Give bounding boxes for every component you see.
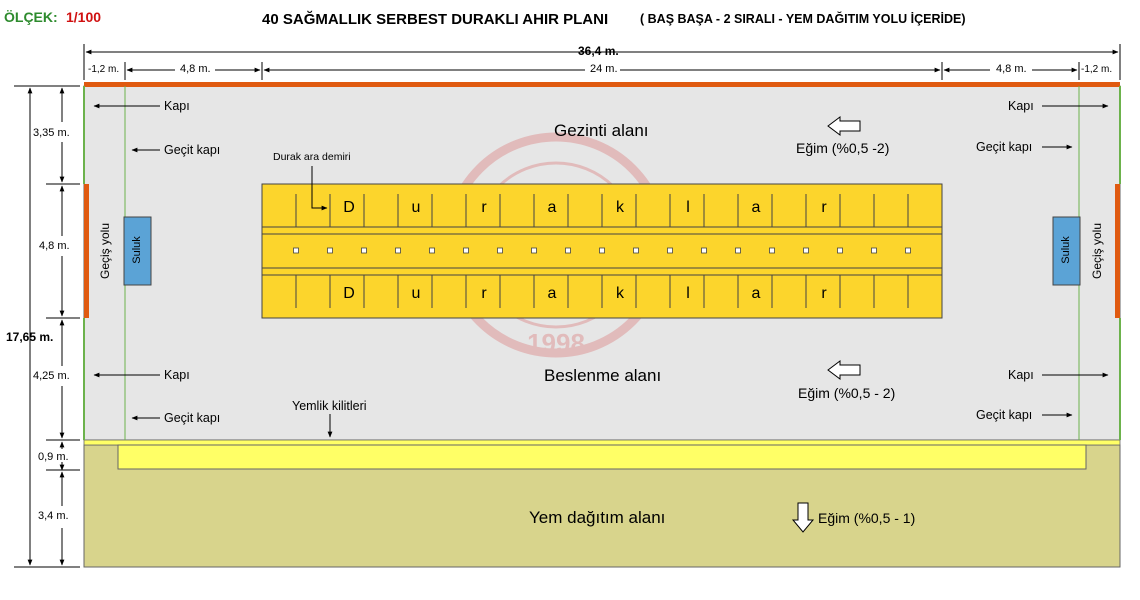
stall-letter: a bbox=[751, 285, 761, 302]
stall-letter: D bbox=[343, 199, 355, 216]
passage-door-label-top-right: Geçit kapı bbox=[976, 140, 1033, 154]
feed-distribution-slope-label: Eğim (%0,5 - 1) bbox=[818, 510, 916, 526]
stall-letter: a bbox=[751, 199, 761, 216]
stall-divider-post bbox=[362, 248, 367, 253]
left-passage-way-label: Geçiş yolu bbox=[98, 222, 112, 280]
stall-divider-post bbox=[702, 248, 707, 253]
top-wall bbox=[84, 82, 1120, 87]
dim-total-height: 17,65 m. bbox=[6, 330, 54, 344]
feed-barrier-top bbox=[84, 440, 1120, 445]
dim-right-small: -1,2 m. bbox=[1081, 64, 1113, 75]
stall-divider-post bbox=[770, 248, 775, 253]
stall-divider-post bbox=[396, 248, 401, 253]
dim-h3: 4,25 m. bbox=[33, 370, 70, 382]
plan-subtitle: ( BAŞ BAŞA - 2 SIRALI - YEM DAĞITIM YOLU İÇERİDE) bbox=[640, 12, 966, 26]
feed-trough bbox=[118, 445, 1086, 469]
stall-letter: r bbox=[481, 199, 487, 216]
dim-right: 4,8 m. bbox=[996, 63, 1027, 75]
stall-letter: r bbox=[481, 285, 487, 302]
dim-left-small: -1,2 m. bbox=[88, 64, 120, 75]
stall-divider-post bbox=[498, 248, 503, 253]
stall-divider-post bbox=[838, 248, 843, 253]
stall-letter: u bbox=[411, 285, 421, 302]
stall-letter: r bbox=[821, 285, 827, 302]
plan-title: 40 SAĞMALLIK SERBEST DURAKLI AHIR PLANI bbox=[262, 11, 609, 28]
dim-h5: 3,4 m. bbox=[38, 510, 69, 522]
right-waterer-label: Suluk bbox=[1060, 236, 1072, 264]
feed-locks-label: Yemlik kilitleri bbox=[292, 399, 367, 413]
dim-h4: 0,9 m. bbox=[38, 451, 69, 463]
walking-area-label: Gezinti alanı bbox=[554, 121, 649, 140]
stall-letter: l bbox=[686, 199, 690, 216]
right-passage-gate bbox=[1115, 184, 1120, 318]
stall-letter: u bbox=[411, 199, 421, 216]
stall-divider-label: Durak ara demiri bbox=[273, 151, 351, 163]
passage-door-label-bottom-right: Geçit kapı bbox=[976, 408, 1033, 422]
stall-divider-post bbox=[464, 248, 469, 253]
passage-door-label-bottom-left: Geçit kapı bbox=[164, 411, 221, 425]
stall-divider-post bbox=[566, 248, 571, 253]
door-label-bottom-right: Kapı bbox=[1008, 368, 1034, 382]
scale-label: ÖLÇEK: bbox=[4, 9, 58, 25]
dim-center: 24 m. bbox=[590, 63, 618, 75]
door-label-top-right: Kapı bbox=[1008, 99, 1034, 113]
dim-total-width: 36,4 m. bbox=[578, 44, 619, 58]
stall-letter: k bbox=[616, 285, 624, 302]
left-waterer-label: Suluk bbox=[131, 236, 143, 264]
stall-divider-post bbox=[736, 248, 741, 253]
stall-divider-post bbox=[872, 248, 877, 253]
stall-divider-post bbox=[294, 248, 299, 253]
feed-distribution-area-label: Yem dağıtım alanı bbox=[529, 508, 666, 527]
dim-h2: 4,8 m. bbox=[39, 240, 70, 252]
right-passage-way-label: Geçiş yolu bbox=[1090, 222, 1104, 280]
stall-divider-post bbox=[804, 248, 809, 253]
stall-letter: k bbox=[616, 199, 624, 216]
svg-text:1998: 1998 bbox=[527, 328, 585, 358]
scale-value: 1/100 bbox=[66, 9, 102, 25]
stall-divider-post bbox=[906, 248, 911, 253]
dim-h1: 3,35 m. bbox=[33, 127, 70, 139]
stall-letter: D bbox=[343, 285, 355, 302]
stall-divider-post bbox=[328, 248, 333, 253]
stall-divider-post bbox=[634, 248, 639, 253]
stall-divider-post bbox=[532, 248, 537, 253]
stall-letter: a bbox=[547, 199, 557, 216]
door-label-bottom-left: Kapı bbox=[164, 368, 190, 382]
dim-left: 4,8 m. bbox=[180, 63, 211, 75]
left-passage-gate bbox=[84, 184, 89, 318]
stall-divider-post bbox=[600, 248, 605, 253]
feeding-area-label: Beslenme alanı bbox=[544, 366, 662, 385]
stall-letter: a bbox=[547, 285, 557, 302]
door-label-top-left: Kapı bbox=[164, 99, 190, 113]
feeding-slope-label: Eğim (%0,5 - 2) bbox=[798, 385, 896, 401]
stall-letter: l bbox=[686, 285, 690, 302]
stall-divider-post bbox=[668, 248, 673, 253]
stall-divider-post bbox=[430, 248, 435, 253]
passage-door-label-top-left: Geçit kapı bbox=[164, 143, 221, 157]
walking-slope-label: Eğim (%0,5 -2) bbox=[796, 140, 890, 156]
stall-letter: r bbox=[821, 199, 827, 216]
